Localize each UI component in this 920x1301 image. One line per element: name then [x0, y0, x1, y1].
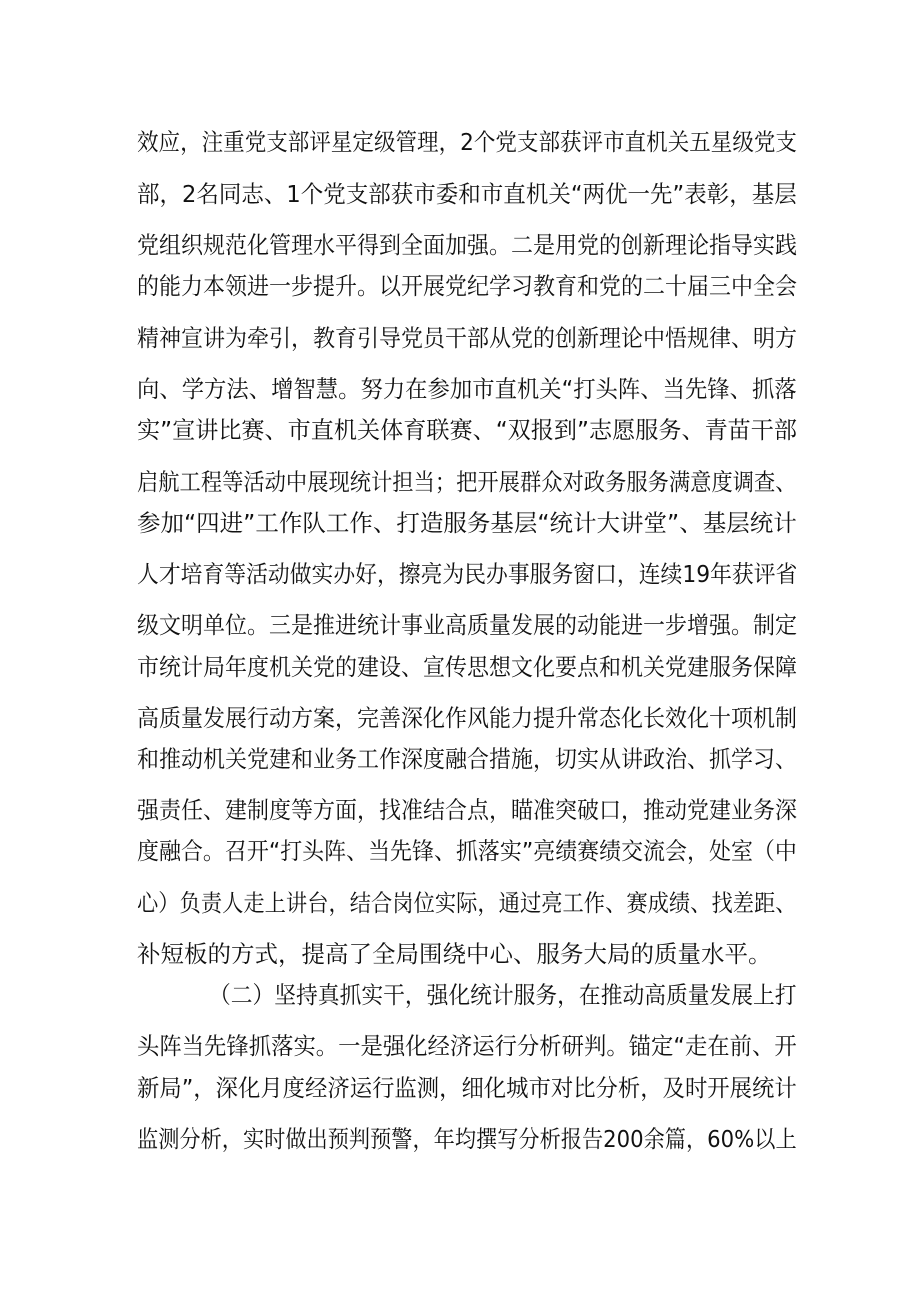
paragraph-heading-line: （二）坚持真抓实干，强化统计服务，在推动高质量发展上打: [209, 981, 797, 1009]
text-line: 向、学方法、增智慧。努力在参加市直机关“打头阵、当先锋、抓落: [137, 375, 797, 403]
text-line: 人才培育等活动做实办好，擦亮为民办事服务窗口，连续19年获评省: [137, 560, 798, 588]
text-line: 和推动机关党建和业务工作深度融合措施，切实从讲政治、抓学习、: [137, 745, 797, 773]
text-line: 强责任、建制度等方面，找准结合点，瞄准突破口，推动党建业务深: [137, 796, 797, 824]
text-line: 级文明单位。三是推进统计事业高质量发展的动能进一步增强。制定: [137, 611, 797, 639]
text-line: 度融合。召开“打头阵、当先锋、抓落实”亮绩赛绩交流会，处室（中: [137, 837, 797, 865]
text-line: 心）负责人走上讲台，结合岗位实际，通过亮工作、赛成绩、找差距、: [137, 889, 797, 917]
text-line: 实”宣讲比赛、市直机关体育联赛、“双报到”志愿服务、青苗干部: [137, 416, 798, 444]
text-line: 部，2名同志、1个党支部获市委和市直机关“两优一先”表彰，基层: [137, 180, 797, 208]
text-line: 市统计局年度机关党的建设、宣传思想文化要点和机关党建服务保障: [137, 653, 797, 681]
text-line: 补短板的方式，提高了全局围绕中心、服务大局的质量水平。: [137, 940, 772, 968]
text-line: 党组织规范化管理水平得到全面加强。二是用党的创新理论指导实践: [137, 231, 797, 259]
text-line: 参加“四进”工作队工作、打造服务基层“统计大讲堂”、基层统计: [137, 509, 797, 537]
text-line: 启航工程等活动中展现统计担当；把开展群众对政务服务满意度调查、: [137, 468, 797, 496]
text-line: 新局”，深化月度经济运行监测，细化城市对比分析，及时开展统计: [137, 1074, 797, 1102]
text-line: 高质量发展行动方案，完善深化作风能力提升常态化长效化十项机制: [137, 704, 797, 732]
text-line: 精神宣讲为牵引，教育引导党员干部从党的创新理论中悟规律、明方: [137, 324, 797, 352]
text-line: 的能力本领进一步提升。以开展党纪学习教育和党的二十届三中全会: [137, 272, 797, 300]
text-line: 监测分析，实时做出预判预警，年均撰写分析报告200余篇，60%以上: [137, 1125, 797, 1153]
text-line: 头阵当先锋抓落实。一是强化经济运行分析研判。锚定“走在前、开: [137, 1032, 797, 1060]
text-line: 效应，注重党支部评星定级管理，2个党支部获评市直机关五星级党支: [137, 128, 797, 156]
